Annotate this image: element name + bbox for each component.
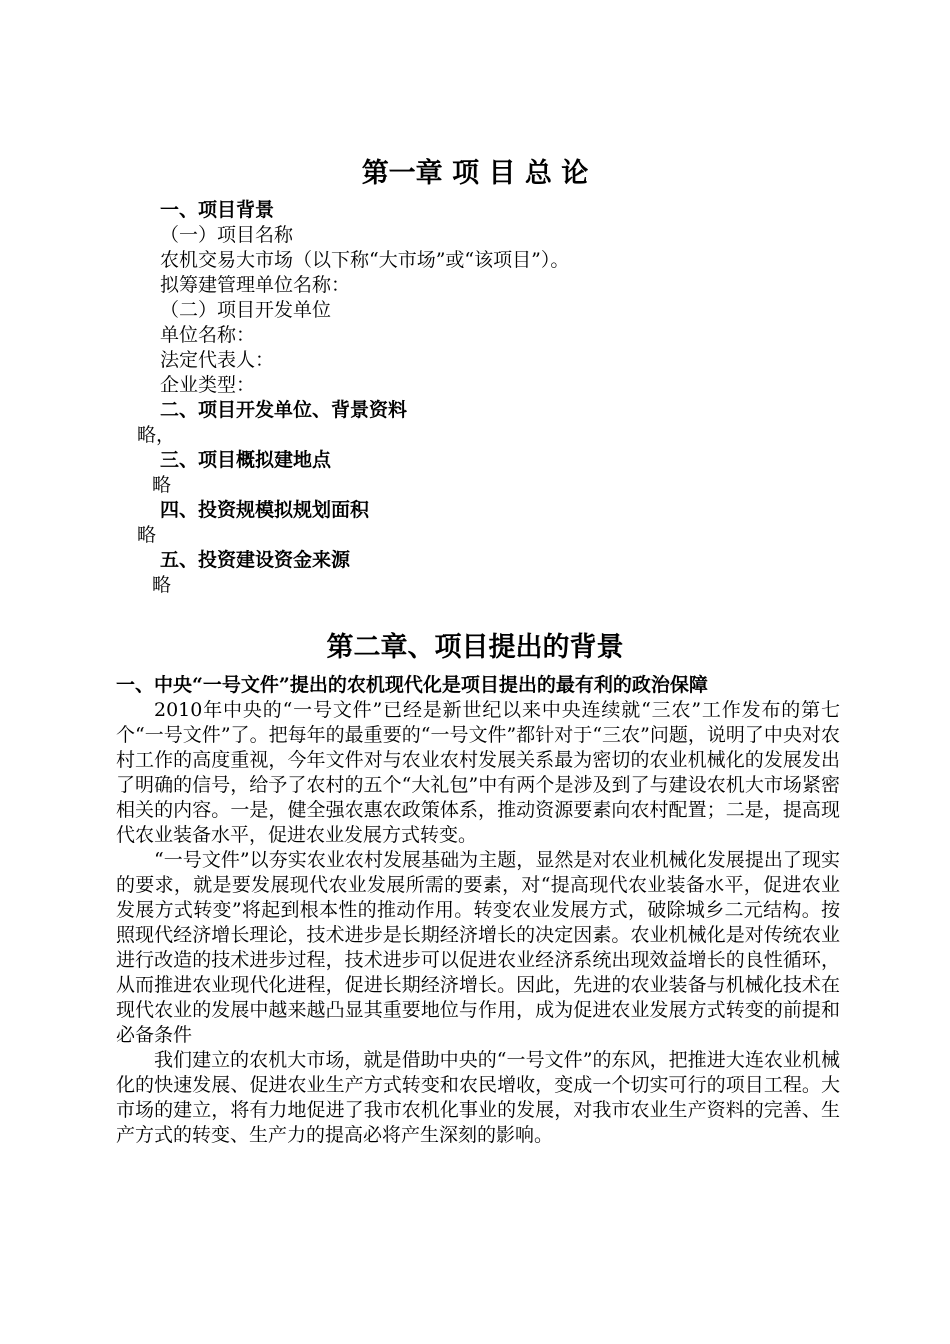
section-heading-funding: 五、投资建设资金来源 [160, 549, 351, 571]
omitted-text: 略 [137, 524, 157, 546]
paragraph: 我们建立的农机大市场，就是借助中央的“一号文件”的东风，把推进大连农业机械化的快速发展、促进农业生产方式转变和农民增收，变成一个切实可行的项目工程。大市场的建立，将有力地促进了我市农机化事业的发展，对我市农业生产资料的完善、生产方式的转变、生产力的提高必将产生深刻的影响。 [116, 1049, 840, 1146]
unit-name-label: 单位名称： [160, 324, 256, 346]
chapter2-body [116, 698, 840, 1148]
section-heading-policy: 一、中央“一号文件”提出的农机现代化是项目提出的最有利的政治保障 [116, 674, 708, 696]
omitted-text: 略 [152, 574, 172, 596]
company-type-label: 企业类型： [160, 374, 256, 396]
omitted-text: 略 [152, 474, 172, 496]
legal-rep-label: 法定代表人： [160, 349, 275, 371]
chapter1-body [0, 198, 950, 598]
paragraph: 2010年中央的“一号文件”已经是新世纪以来中央连续就“三农”工作发布的第七个“一号文件”了。把每年的最重要的“一号文件”都针对于“三农”问题，说明了中央对农村工作的高度重视，今年文件对与农业农村发展关系最为密切的农业机械化的发展发出了明确的信号，给予了农村的五个“大礼包”中有两个是涉及到了与建设农机大市场紧密相关的内容。一是，健全强农惠农政策体系，推动资源要素向农村配置；二是，提高现代农业装备水平，促进农业发展方式转变。 [116, 699, 840, 846]
section-heading-developer-info: 二、项目开发单位、背景资料 [160, 399, 408, 421]
section-heading-background: 一、项目背景 [160, 199, 275, 221]
paragraph: “一号文件”以夯实农业农村发展基础为主题，显然是对农业机械化发展提出了现实的要求，就是要发展现代农业发展所需的要素，对“提高现代农业装备水平，促进农业发展方式转变”将起到根本性的推动作用。转变农业发展方式，破除城乡二元结构。按照现代经济增长理论，技术进步是长期经济增长的决定因素。农业机械化是对传统农业进行改造的技术进步过程，技术进步可以促进农业经济系统出现效益增长的良性循环，从而推进农业现代化进程，促进长期经济增长。因此，先进的农业装备与机械化技术在现代农业的发展中越来越凸显其重要地位与作用，成为促进农业发展方式转变的前提和必备条件 [116, 849, 840, 1046]
section-heading-scale: 四、投资规模拟规划面积 [160, 499, 370, 521]
management-unit-label: 拟筹建管理单位名称： [160, 274, 351, 296]
subsection-developer: （二）项目开发单位 [160, 299, 332, 321]
chapter2-title: 第二章、项目提出的背景 [326, 632, 624, 663]
omitted-text: 略， [137, 424, 176, 446]
project-name-text: 农机交易大市场（以下称“大市场”或“该项目”）。 [160, 249, 570, 271]
section-heading-location: 三、项目概拟建地点 [160, 449, 332, 471]
chapter1-title: 第一章 项 目 总 论 [361, 158, 589, 189]
subsection-project-name: （一）项目名称 [160, 224, 294, 246]
